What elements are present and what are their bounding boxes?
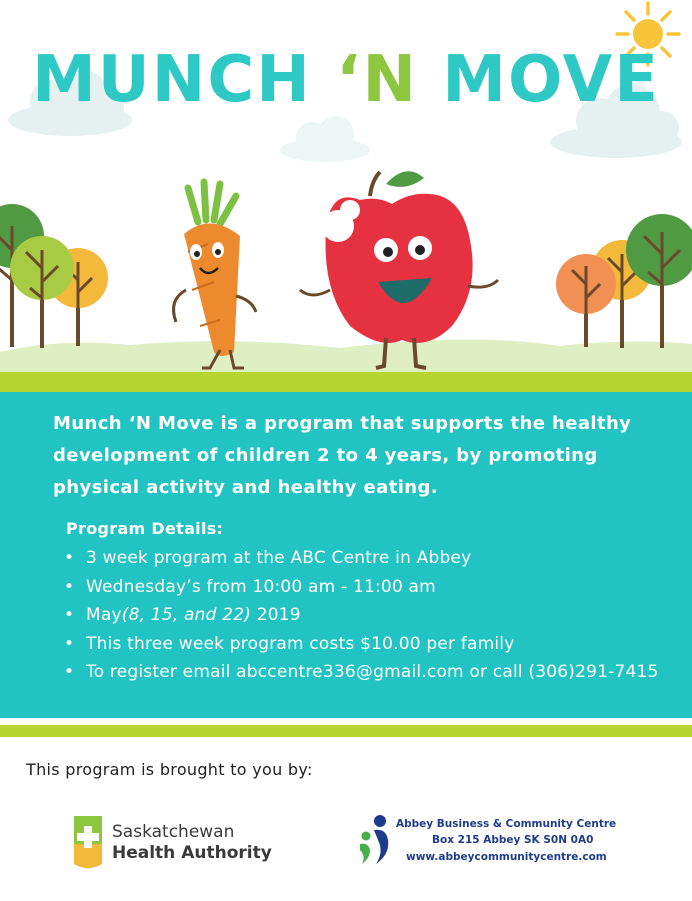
abcc-website[interactable]: www.abbeycommunitycentre.com	[406, 851, 607, 863]
bottom-accent-bar	[0, 725, 692, 737]
program-description: Munch ‘N Move is a program that supports the healthy development of children 2 to 4 years, by promoting physical activity and healthy eating.	[53, 413, 632, 498]
date-days: (8, 15, and 22)	[121, 605, 252, 625]
cloud-icon	[280, 116, 370, 162]
page-title	[0, 43, 692, 117]
tree-icon	[556, 254, 616, 347]
date-year: 2019	[251, 605, 301, 625]
top-accent-bar	[0, 382, 692, 392]
brought-by-text: This program is brought to you by:	[26, 760, 313, 779]
grass-ground	[0, 339, 692, 372]
abcc-name: Abbey Business & Community Centre	[396, 818, 617, 830]
title-part-munch: MUNCH	[32, 43, 337, 117]
list-item: • This three week program costs $10.00 per family	[62, 630, 662, 659]
program-details-heading: Program Details:	[66, 519, 224, 538]
health-cross-icon	[70, 814, 106, 872]
list-item: • 3 week program at the ABC Centre in Abbey	[62, 544, 662, 573]
list-item	[62, 601, 662, 630]
list-item: • To register email abccentre336@gmail.com or call (306)291-7415	[62, 658, 662, 687]
sha-name-line1: Saskatchewan	[112, 822, 235, 842]
date-prefix: May	[86, 605, 122, 625]
title-part-move: MOVE	[418, 43, 660, 117]
abcc-address: Box 215 Abbey SK S0N 0A0	[432, 834, 594, 846]
community-figure-icon	[354, 814, 396, 866]
title-part-n: ‘N	[336, 43, 418, 117]
apple-character	[300, 171, 498, 368]
program-details-list	[62, 544, 662, 687]
list-item: • Wednesday’s from 10:00 am - 11:00 am	[62, 573, 662, 602]
carrot-character	[174, 182, 256, 368]
sha-name-line2: Health Authority	[112, 843, 272, 863]
